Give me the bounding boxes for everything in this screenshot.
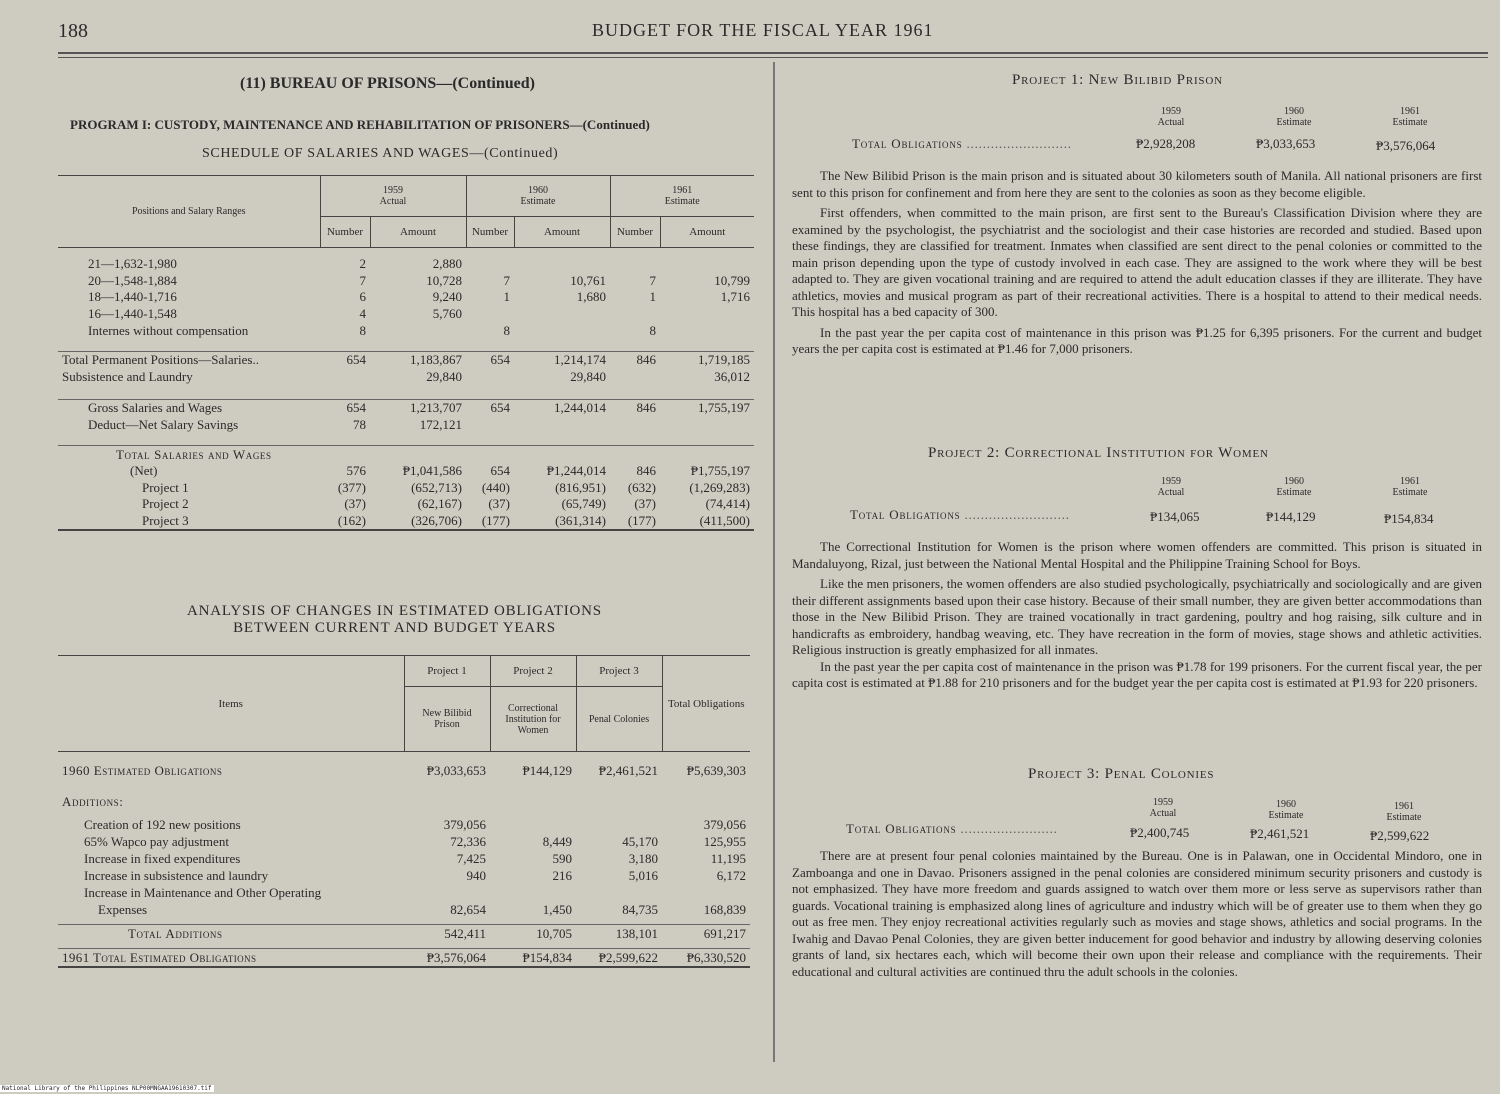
row-label: Expenses	[98, 901, 148, 917]
value-p1: 7,425	[456, 850, 486, 866]
hdr-year: 1959	[1161, 476, 1181, 487]
value-a60: (65,749)	[561, 496, 606, 512]
value-a59: 9,240	[432, 289, 462, 305]
scan-footer: National Library of the Philippines NLP00MNGAA19610307.tif	[2, 1085, 212, 1092]
project1-title: Project 1: New Bilibid Prison	[1012, 72, 1223, 88]
value-p1	[404, 884, 490, 901]
col-1960-label: Estimate	[520, 196, 556, 207]
value-p1: ₱3,576,064	[426, 949, 486, 965]
value-n60	[466, 417, 514, 434]
spacer-row	[58, 752, 750, 763]
table-row	[58, 833, 750, 850]
value-t: ₱5,639,303	[686, 762, 746, 778]
analysis-title	[187, 603, 602, 637]
row-label: Project 1	[142, 479, 189, 495]
analysis-body	[58, 752, 750, 968]
p3-hdr-1961	[1374, 801, 1434, 823]
hdr-label: Actual	[1157, 487, 1185, 498]
schedule-body	[58, 248, 754, 531]
row-label: Deduct—Net Salary Savings	[88, 417, 239, 433]
value-p3: 45,170	[622, 833, 658, 849]
value-p1: 542,411	[444, 925, 486, 941]
hdr-label: Actual	[1149, 808, 1177, 819]
row-label: Subsistence and Laundry	[62, 368, 193, 384]
col-project2: Project 2	[490, 656, 576, 687]
col-1960	[466, 176, 610, 217]
value-a61: (74,414)	[705, 496, 750, 512]
value-a61: 1,719,185	[698, 352, 750, 368]
value-a61: 1,755,197	[698, 400, 750, 416]
value-n59: (162)	[337, 513, 366, 529]
col-items: Items	[58, 656, 404, 752]
row-label: Increase in subsistence and laundry	[84, 867, 269, 883]
value-a59: 10,728	[426, 272, 462, 288]
value-a61	[660, 417, 754, 434]
value-a61: 36,012	[714, 368, 750, 384]
spacer-cell	[58, 385, 754, 400]
p2-hdr-1960	[1264, 476, 1324, 498]
p1-text	[792, 168, 1482, 358]
value-a61: (411,500)	[699, 513, 750, 529]
p2-hdr-1961	[1380, 476, 1440, 498]
value-n59: 2	[359, 256, 366, 272]
p2-hdr-1959	[1148, 476, 1194, 498]
value-p1: 940	[466, 867, 486, 883]
col-1961	[610, 176, 754, 217]
value-p3: 84,735	[622, 901, 658, 917]
header-rule	[58, 52, 1488, 54]
value-p1: 379,056	[443, 816, 486, 832]
value-n61: (37)	[634, 496, 656, 512]
value-n61	[610, 256, 660, 273]
row-label: 21—1,632-1,980	[88, 256, 177, 272]
value-n59: 654	[346, 352, 366, 368]
row-label: Internes without compensation	[88, 322, 249, 338]
value-t: ₱6,330,520	[686, 949, 746, 965]
hdr-year: 1959	[1161, 106, 1181, 117]
value-n60: (177)	[481, 513, 510, 529]
table-row	[58, 400, 754, 417]
table-row	[58, 850, 750, 867]
p1-paragraph: In the past year the per capita cost of maintenance in this prison was ₱1.25 for 6,395 prisoners. For the current and budget years the per capita cost is estimated at ₱1.46 for 7,000 prisoners.	[792, 324, 1482, 356]
value-p3: 3,180	[628, 850, 658, 866]
value-p2: 10,705	[536, 925, 572, 941]
value-p1: 82,654	[450, 901, 486, 917]
value-n61: 7	[649, 272, 656, 288]
row-label: Creation of 192 new positions	[84, 816, 241, 832]
value-p3	[576, 884, 662, 901]
value-a59: 5,760	[432, 306, 462, 322]
spacer-row	[58, 779, 750, 793]
col-1959-label: Actual	[379, 196, 407, 207]
col-number: Number	[320, 217, 370, 248]
value-n61: 8	[649, 322, 656, 338]
p3-hdr-1959	[1140, 797, 1186, 819]
value-n60	[466, 369, 514, 386]
p2-text	[792, 539, 1482, 692]
table-row	[58, 417, 754, 434]
value-p2: 1,450	[542, 901, 572, 917]
additions-heading: Additions:	[62, 793, 124, 809]
spacer-cell	[58, 248, 754, 257]
p1-paragraph: The New Bilibid Prison is the main prison and is situated about 30 kilometers south of Manila. All national prisoners are first sent to this prison for confinement and from here they are sent to the colonies as soon as they become eligible.	[792, 168, 1482, 200]
value-n59: (377)	[337, 479, 366, 495]
table-row	[58, 793, 750, 810]
row-label: Increase in Maintenance and Other Operating	[84, 884, 322, 900]
total-label-text: Total Obligations	[850, 507, 961, 522]
row-label: 18—1,440-1,716	[88, 289, 177, 305]
row-label: 20—1,548-1,884	[88, 272, 177, 288]
value-a59: (652,713)	[411, 479, 462, 495]
table-row	[58, 446, 754, 463]
value-a59	[370, 322, 466, 339]
value-n59: 78	[353, 417, 366, 433]
analysis-title-line2: BETWEEN CURRENT AND BUDGET YEARS	[233, 620, 556, 636]
value-a61	[660, 306, 754, 323]
column-divider	[773, 62, 775, 1062]
hdr-label: Actual	[1157, 117, 1185, 128]
total-label-text: Total Obligations	[846, 821, 957, 836]
hdr-label: Estimate	[1386, 812, 1422, 823]
value-t: 168,839	[703, 901, 746, 917]
value-n59: 8	[359, 322, 366, 338]
hdr-label: Estimate	[1276, 117, 1312, 128]
hdr-label: Estimate	[1268, 810, 1304, 821]
p1-value-1960: ₱3,033,653	[1256, 136, 1316, 151]
value-p1: 72,336	[450, 833, 486, 849]
value-p2: 590	[552, 850, 572, 866]
value-a60: 29,840	[570, 368, 606, 384]
value-a59: (62,167)	[417, 496, 462, 512]
hdr-label: Estimate	[1392, 487, 1428, 498]
value-t: 379,056	[703, 816, 746, 832]
value-t: 125,955	[703, 833, 746, 849]
value-n61: (177)	[627, 513, 656, 529]
value-n59: 576	[346, 463, 366, 479]
value-p2: ₱154,834	[522, 949, 572, 965]
value-a60: 10,761	[570, 272, 606, 288]
table-row	[58, 289, 754, 306]
col-1960-year: 1960	[528, 185, 548, 196]
value-n59: 654	[346, 400, 366, 416]
row-label: Project 2	[142, 496, 189, 512]
row-label: (Net)	[130, 463, 158, 479]
value-p3: 5,016	[628, 867, 658, 883]
row-label: 1961 Total Estimated Obligations	[62, 949, 257, 965]
value-t: 6,172	[716, 867, 746, 883]
p2-total-label: Total Obligations ..........................	[850, 507, 1070, 522]
spacer-row	[58, 248, 754, 257]
program-title: PROGRAM I: CUSTODY, MAINTENANCE AND REHABILITATION OF PRISONERS—(Continued)	[70, 117, 650, 132]
page-number: 188	[58, 20, 88, 42]
value-p3: ₱2,599,622	[598, 949, 658, 965]
col-1961-label: Estimate	[664, 196, 700, 207]
project3-title: Project 3: Penal Colonies	[1028, 766, 1215, 782]
value-a59: 1,213,707	[410, 400, 462, 416]
value-n60: (440)	[481, 479, 510, 495]
value-a60	[514, 417, 610, 434]
value-n60: 654	[490, 400, 510, 416]
value-a60	[514, 256, 610, 273]
analysis-title-line1: ANALYSIS OF CHANGES IN ESTIMATED OBLIGATIONS	[187, 603, 602, 619]
value-n61	[610, 306, 660, 323]
value-n60	[466, 306, 514, 323]
value-n60: 654	[490, 463, 510, 479]
value-a59: ₱1,041,586	[402, 463, 462, 479]
value-p2: ₱144,129	[522, 762, 572, 778]
col-amount: Amount	[370, 217, 466, 248]
value-a61	[660, 322, 754, 339]
salary-schedule-table	[58, 175, 754, 531]
hdr-label: Estimate	[1392, 117, 1428, 128]
hdr-year: 1960	[1284, 106, 1304, 117]
spacer-cell	[58, 433, 754, 446]
col-project1-name: New Bilibid Prison	[404, 687, 490, 752]
value-n61: 846	[636, 463, 656, 479]
table-row	[58, 369, 754, 386]
p3-text	[792, 848, 1482, 980]
value-n61: 1	[649, 289, 656, 305]
value-n60: 8	[503, 322, 510, 338]
value-n59: 6	[359, 289, 366, 305]
value-n61	[610, 369, 660, 386]
spacer-cell	[58, 752, 750, 763]
hdr-year: 1960	[1276, 799, 1296, 810]
value-p3: 138,101	[615, 925, 658, 941]
table-row	[58, 256, 754, 273]
value-p2: 216	[552, 867, 572, 883]
col-1959	[320, 176, 466, 217]
p3-hdr-1960	[1256, 799, 1316, 821]
table-row	[58, 762, 750, 779]
value-a60: ₱1,244,014	[546, 463, 606, 479]
value-a60: 1,214,174	[554, 352, 606, 368]
col-1959-year: 1959	[383, 185, 403, 196]
value-p1: ₱3,033,653	[426, 762, 486, 778]
p2-paragraph: In the past year the per capita cost of maintenance in the prison was ₱1.78 for 199 prisoners. For the current fiscal year, the per capita cost is estimated at ₱1.88 for 210 prisoners and for the budget year the per capita cost is estimated at ₱1.93 for 220 prisoners.	[792, 658, 1482, 690]
value-a61: (1,269,283)	[689, 479, 750, 495]
col-number: Number	[610, 217, 660, 248]
table-row	[58, 351, 754, 368]
net-heading: Total Salaries and Wages	[116, 446, 272, 462]
value-a59: 2,880	[432, 256, 462, 272]
value-n61: (632)	[627, 479, 656, 495]
value-a60: (816,951)	[555, 479, 606, 495]
total-label-text: Total Obligations	[852, 136, 963, 151]
p2-value-1959: ₱134,065	[1150, 509, 1200, 524]
p1-value-1961: ₱3,576,064	[1376, 138, 1436, 153]
hdr-year: 1961	[1400, 476, 1420, 487]
value-a60: 1,680	[576, 289, 606, 305]
table-row	[58, 925, 750, 943]
col-amount: Amount	[514, 217, 610, 248]
row-label: Gross Salaries and Wages	[88, 400, 223, 416]
p3-value-1960: ₱2,461,521	[1250, 826, 1310, 841]
table-row	[58, 496, 754, 513]
value-a60	[514, 322, 610, 339]
value-n60: (37)	[488, 496, 510, 512]
value-p3: ₱2,461,521	[598, 762, 658, 778]
value-n59	[320, 369, 370, 386]
value-a60: 1,244,014	[554, 400, 606, 416]
schedule-title: SCHEDULE OF SALARIES AND WAGES—(Continued)	[202, 146, 559, 161]
value-a61	[660, 256, 754, 273]
page-header-title: BUDGET FOR THE FISCAL YEAR 1961	[592, 20, 934, 40]
col-number: Number	[466, 217, 514, 248]
value-a59: 1,183,867	[410, 352, 462, 368]
value-p2	[490, 816, 576, 833]
spacer-cell	[58, 339, 754, 352]
row-label: 65% Wapco pay adjustment	[84, 833, 229, 849]
p3-total-label: Total Obligations ........................	[846, 821, 1058, 836]
row-label: Increase in fixed expenditures	[84, 850, 241, 866]
p1-total-label: Total Obligations ..........................	[852, 136, 1072, 151]
value-p3	[576, 816, 662, 833]
value-p2	[490, 884, 576, 901]
table-row	[58, 480, 754, 497]
table-row	[58, 816, 750, 833]
spacer-row	[58, 385, 754, 400]
p1-value-1959: ₱2,928,208	[1136, 136, 1196, 151]
col-amount: Amount	[689, 226, 726, 238]
table-row	[58, 513, 754, 531]
p3-value-1959: ₱2,400,745	[1130, 825, 1190, 840]
value-t: 691,217	[703, 925, 746, 941]
value-n59: 4	[359, 306, 366, 322]
table-row	[58, 273, 754, 290]
col-project1: Project 1	[404, 656, 490, 687]
value-a59: 29,840	[426, 368, 462, 384]
table-row	[58, 867, 750, 884]
value-n59: 7	[359, 272, 366, 288]
value-n60	[466, 256, 514, 273]
hdr-year: 1961	[1394, 801, 1414, 812]
bureau-title: (11) BUREAU OF PRISONS—(Continued)	[240, 75, 535, 92]
table-row	[58, 949, 750, 968]
spacer-row	[58, 339, 754, 352]
table-row	[58, 322, 754, 339]
value-t: 11,195	[710, 850, 746, 866]
row-label: Total Permanent Positions—Salaries..	[62, 352, 259, 368]
p1-hdr-1960	[1264, 106, 1324, 128]
p1-hdr-1959	[1148, 106, 1194, 128]
value-a60: (361,314)	[555, 513, 606, 529]
p2-paragraph: The Correctional Institution for Women is the prison where women offenders are committed. This prison is situated in Mandaluyong, Rizal, just between the National Mental Hospital and the Philippine Training School for Boys.	[792, 539, 1482, 571]
p2-paragraph: Like the men prisoners, the women offenders are also studied psychologically, psychiatrically and sociologically and are given their different assignments based upon their case history. Because of their small number, they are given better accommodations than those in the New Bilibid Prison. They are trained vocationally in tract gardening, poultry and hog raising, silk culture and in handicrafts as embroidery, handbag weaving, etc. They have recreation in the form of movies, stage shows and athletic activities. Religious instruction is greatly emphasized for all inmates.	[792, 576, 1482, 657]
col-project3-name: Penal Colonies	[576, 687, 662, 752]
p3-paragraph: There are at present four penal colonies maintained by the Bureau. One is in Palawan, one in Occidental Mindoro, one in Zamboanga and one in Davao. Prisoners assigned in the penal colonies are considered minimum security prisoners and custody is not emphasized. They have more freedom and guards assigned to watch over them more or less serve as supervisors rather than guards. Vocational training is emphasized along lines of agriculture and industry which will be of greater use to them when they go out as free men. They enjoy recreational activities regularly such as movies and stage shows, athletics and social programs. In the Iwahig and Davao Penal Colonies, they are given better inducement for good behavior and industry by allowing deserving colonies grants of land, six hectares each, which will become their own upon their release and compliance with the requirements. Their educational and cultural activities are continued thru the adult schools in the colonies.	[792, 848, 1482, 979]
p2-value-1961: ₱154,834	[1384, 511, 1434, 526]
row-label: 16—1,440-1,548	[88, 306, 177, 322]
col-project2-name: Correctional Institution for Women	[490, 687, 576, 752]
row-label: 1960 Estimated Obligations	[62, 762, 223, 778]
spacer-cell	[58, 779, 750, 793]
hdr-year: 1959	[1153, 797, 1173, 808]
value-n60: 1	[503, 289, 510, 305]
value-n60: 654	[490, 352, 510, 368]
row-label: Total Additions	[128, 925, 223, 941]
p3-value-1961: ₱2,599,622	[1370, 828, 1430, 843]
hdr-label: Estimate	[1276, 487, 1312, 498]
value-n60: 7	[503, 272, 510, 288]
value-n59: (37)	[344, 496, 366, 512]
header-rule-thin	[58, 57, 1488, 58]
table-row	[58, 306, 754, 323]
table-row	[58, 463, 754, 480]
p1-paragraph: First offenders, when committed to the main prison, are first sent to the Bureau's Classification Division where they are examined by the psychologist, the psychiatrist and the sociologist and their case histories are recorded and studied. Based upon these findings, they are classified for treatment. Inmates when classified are sent direct to the penal colonies or committed to the main prison depending upon the type of custody involved in each case. They are assigned to the work where they will be best adapted to. They are given vocational training and are required to attend the adult education classes if they are illiterate. They have athletics, movies and musical program as part of their recreational activities. There is a hospital to attend to their medical needs. This hospital has a bed capacity of 300.	[792, 205, 1482, 319]
col-project3: Project 3	[576, 656, 662, 687]
value-a61: 10,799	[714, 272, 750, 288]
p1-hdr-1961	[1380, 106, 1440, 128]
table-row	[58, 884, 750, 901]
value-a59: 172,121	[419, 417, 462, 433]
hdr-year: 1960	[1284, 476, 1304, 487]
value-a61: 1,716	[720, 289, 750, 305]
value-n61: 846	[636, 352, 656, 368]
col-positions: Positions and Salary Ranges	[58, 176, 320, 248]
value-a60	[514, 306, 610, 323]
value-a61: ₱1,755,197	[690, 463, 750, 479]
p2-value-1960: ₱144,129	[1266, 509, 1316, 524]
value-a59: (326,706)	[411, 513, 462, 529]
col-1961-year: 1961	[672, 185, 693, 196]
value-n61: 846	[636, 400, 656, 416]
spacer-row	[58, 433, 754, 446]
analysis-table	[58, 655, 750, 968]
row-label: Project 3	[142, 513, 189, 529]
value-n61	[610, 417, 660, 434]
project2-title: Project 2: Correctional Institution for Women	[928, 445, 1269, 461]
value-t	[662, 884, 750, 901]
hdr-year: 1961	[1400, 106, 1420, 117]
col-total: Total Obligations	[662, 656, 750, 752]
table-row	[58, 901, 750, 918]
value-p2: 8,449	[542, 833, 572, 849]
